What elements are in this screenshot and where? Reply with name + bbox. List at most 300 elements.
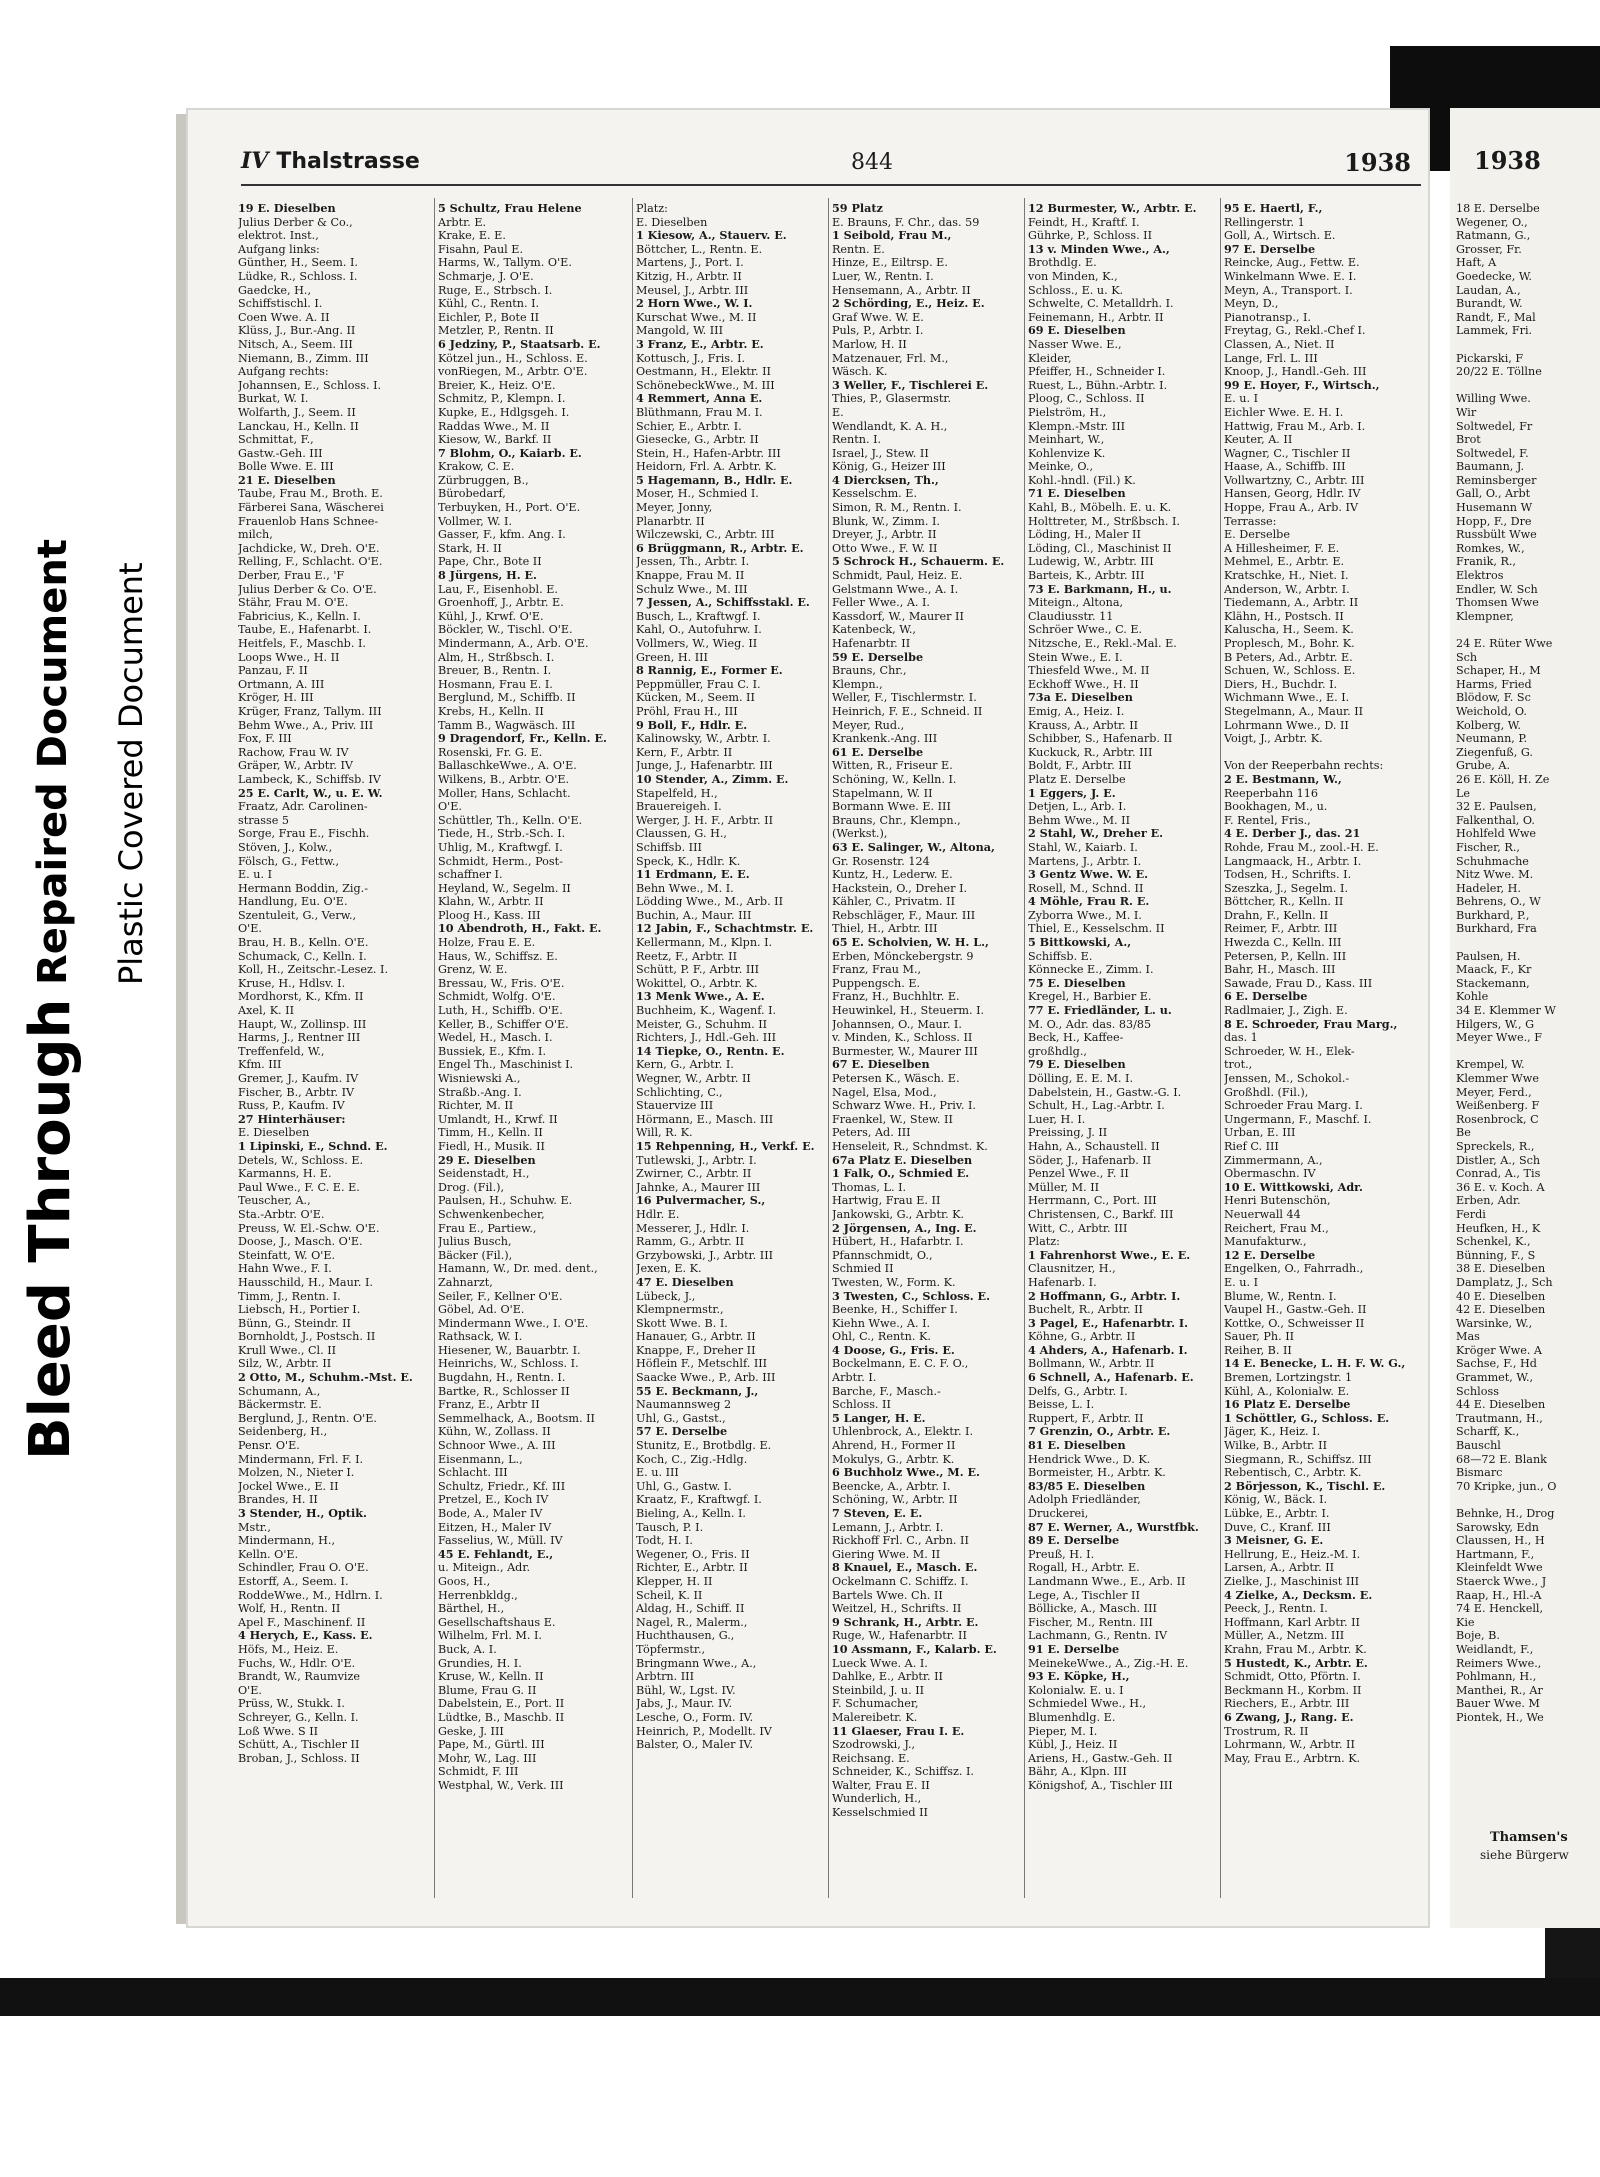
facing-entry: Kohle (1456, 990, 1489, 1004)
directory-entry: Doose, J., Masch. O'E. (238, 1235, 363, 1249)
directory-entry: Otto Wwe., F. W. II (832, 541, 938, 555)
facing-footer-note: siehe Bürgerw (1480, 1848, 1569, 1862)
directory-entry: Wilhelm, Frl. M. I. (438, 1629, 542, 1643)
directory-entry: 67 E. Dieselben (832, 1058, 930, 1072)
year-label: 1938 (1344, 148, 1411, 177)
directory-entry: Schroeder Frau Marg. I. (1224, 1099, 1363, 1113)
directory-entry: Ruge, E., Strbsch. I. (438, 283, 553, 297)
directory-entry: Engelken, O., Fahrradh., (1224, 1262, 1364, 1276)
directory-entry: Grundies, H. I. (438, 1656, 522, 1670)
directory-entry: Karmanns, H. E. (238, 1167, 332, 1181)
directory-entry: Jessen, Th., Arbtr. I. (636, 555, 750, 569)
directory-entry: Wendlandt, K. A. H., (832, 419, 948, 433)
directory-entry: Zimmermann, A., (1224, 1153, 1323, 1167)
directory-entry: Peeck, J., Rentn. I. (1224, 1602, 1328, 1616)
directory-entry: Reichert, Frau M., (1224, 1221, 1329, 1235)
directory-entry: Klüss, J., Bur.-Ang. II (238, 324, 356, 338)
directory-entry: Fox, F. III (238, 732, 292, 746)
directory-entry: Witten, R., Friseur E. (832, 759, 953, 773)
directory-entry: Schwarz Wwe. H., Priv. I. (832, 1099, 976, 1113)
directory-entry: Obermaschn. IV (1224, 1167, 1316, 1181)
directory-entry: Schwelte, C. Metalldrh. I. (1028, 297, 1174, 311)
directory-entry: Marlow, H. II (832, 337, 907, 351)
directory-entry: Kiesow, W., Barkf. II (438, 433, 552, 447)
directory-entry: Jockel Wwe., E. II (238, 1479, 339, 1493)
directory-entry: 16 Platz E. Derselbe (1224, 1398, 1351, 1412)
directory-entry: Wisniewski A., (438, 1072, 521, 1085)
directory-entry: 4 Möhle, Frau R. E. (1028, 895, 1150, 909)
directory-entry: Feinemann, H., Arbtr. II (1028, 310, 1164, 324)
facing-entry: Meyer Wwe., F (1456, 1031, 1543, 1045)
directory-entry: Emig, A., Heiz. I. (1028, 704, 1125, 718)
directory-entry: Kühl, J., Krwf. O'E. (438, 609, 544, 623)
directory-entry: Diers, H., Buchdr. I. (1224, 677, 1338, 691)
directory-entry: Bode, A., Maler IV (438, 1507, 543, 1520)
directory-entry: Fiedl, H., Musik. II (438, 1139, 545, 1153)
directory-entry: Nasser Wwe. E., (1028, 337, 1122, 351)
directory-entry: Kuckuck, R., Arbtr. III (1028, 745, 1153, 759)
directory-entry: Beencke, A., Arbtr. I. (832, 1479, 951, 1493)
directory-entry: 5 Hustedt, K., Arbtr. E. (1224, 1656, 1368, 1670)
directory-entry: Schneider, K., Schiffsz. I. (832, 1765, 974, 1779)
directory-entry: Bockelmann, E. C. F. O., (832, 1357, 969, 1371)
directory-entry: Will, R. K. (636, 1126, 693, 1140)
directory-entry: Bormann Wwe. E. III (832, 800, 951, 814)
directory-entry: Pensr. O'E. (238, 1439, 300, 1453)
directory-entry: u. Miteign., Adr. (438, 1561, 530, 1575)
facing-entry: Weidlandt, F., (1456, 1642, 1534, 1656)
facing-entry: Trautmann, H., (1456, 1411, 1543, 1425)
directory-entry: 10 Stender, A., Zimm. E. (636, 772, 789, 786)
directory-entry: Bahr, H., Masch. III (1224, 963, 1336, 977)
directory-entry: Groenhoff, J., Arbtr. E. (438, 596, 564, 610)
directory-entry: Sauer, Ph. II (1224, 1330, 1295, 1344)
directory-entry: Klempnermstr., (636, 1303, 724, 1317)
facing-entry: Damplatz, J., Sch (1456, 1275, 1553, 1289)
directory-entry: Rachow, Frau W. IV (238, 745, 349, 759)
directory-entry: Löding, H., Maler II (1028, 528, 1141, 542)
directory-entry: Luer, H. I. (1028, 1112, 1086, 1126)
directory-entry: Drog. (Fil.), (438, 1180, 505, 1194)
facing-entry: Erben, Adr. (1456, 1194, 1521, 1208)
directory-entry: Lübeck, J., (636, 1289, 696, 1303)
directory-entry: Gesellschaftshaus E. (438, 1615, 556, 1629)
facing-entry: Franik, R., (1456, 555, 1516, 569)
facing-entry: Neumann, P. (1456, 732, 1528, 746)
directory-entry: 59 Platz (832, 202, 883, 215)
directory-entry: Landmann Wwe., E., Arb. II (1028, 1574, 1186, 1588)
directory-entry: 2 Hoffmann, G., Arbtr. I. (1028, 1289, 1181, 1303)
column-rule (1024, 198, 1025, 1898)
facing-entry: 36 E. v. Koch. A (1456, 1180, 1545, 1194)
directory-entry: Taube, Frau M., Broth. E. (238, 487, 383, 501)
directory-entry: Schmidt, F. III (438, 1765, 519, 1779)
directory-entry: Lüdke, R., Schloss. I. (238, 269, 358, 283)
directory-entry: Miteign., Altona, (1028, 596, 1124, 610)
directory-entry: Koch, C., Zig.-Hdlg. (636, 1452, 748, 1466)
directory-entry: 12 Jabin, F., Schachtmstr. E. (636, 922, 814, 936)
facing-page (1450, 108, 1600, 1928)
directory-entry: Brauns, Chr., (832, 664, 907, 678)
directory-entry: Vollmers, W., Wieg. II (636, 637, 758, 650)
facing-entry: Schloss (1456, 1384, 1499, 1398)
facing-entry: Meyer, Ferd., (1456, 1085, 1532, 1099)
directory-entry: Hattwig, Frau M., Arb. I. (1224, 419, 1366, 433)
directory-entry: 10 Abendroth, H., Fakt. E. (438, 922, 602, 936)
facing-entry: Reminsberger (1456, 473, 1537, 487)
directory-entry: Pape, Chr., Bote II (438, 555, 542, 569)
directory-entry: Ungermann, F., Maschf. I. (1224, 1112, 1372, 1126)
directory-entry: 9 Boll, F., Hdlr. E. (636, 718, 748, 732)
directory-entry: Julius Busch, (438, 1235, 512, 1249)
directory-entry: Aufgang rechts: (238, 365, 329, 379)
directory-entry (1224, 746, 1416, 760)
facing-entry: Blödow, F. Sc (1456, 691, 1531, 705)
directory-entry: Meyer, Jonny, (636, 501, 713, 515)
directory-entry: Riechers, E., Arbtr. III (1224, 1697, 1350, 1711)
directory-entry: Pfeiffer, H., Schneider I. (1028, 365, 1166, 379)
directory-entry: Delfs, G., Arbtr. I. (1028, 1384, 1128, 1398)
directory-entry: Meinhart, W., (1028, 433, 1105, 447)
directory-entry: von Minden, K., (1028, 269, 1118, 283)
directory-entry: Grzybowski, J., Arbtr. III (636, 1248, 774, 1262)
directory-entry: Buchin, A., Maur. III (636, 908, 752, 922)
directory-entry: Schuen, W., Schloss. E. (1224, 664, 1356, 678)
directory-entry: Walter, Frau E. II (832, 1778, 930, 1792)
directory-entry: Schwenkenbecher, (438, 1207, 545, 1221)
directory-column-3 (636, 202, 828, 1752)
directory-entry: Bünn, G., Steindr. II (238, 1316, 351, 1330)
directory-entry: Stark, H. II (438, 541, 502, 555)
directory-entry: Stegelmann, A., Maur. II (1224, 704, 1364, 718)
directory-entry: E. Derselbe (1224, 528, 1290, 542)
directory-entry: Zyborra Wwe., M. I. (1028, 908, 1142, 922)
directory-entry: 21 E. Dieselben (238, 473, 336, 487)
directory-entry: Werger, J. H. F., Arbtr. II (636, 813, 774, 827)
directory-entry: Tutlewski, J., Arbtr. I. (636, 1153, 757, 1167)
facing-entry (1456, 936, 1600, 950)
directory-entry: Busch, L., Kraftwgf. I. (636, 609, 761, 623)
facing-entry: Falkenthal, O. (1456, 813, 1535, 827)
directory-entry: Schmiedel Wwe., H., (1028, 1697, 1147, 1711)
directory-entry: Kohl.-hndl. (Fil.) K. (1028, 473, 1136, 487)
directory-entry: Kleider, (1028, 351, 1072, 365)
directory-entry: Hahn, A., Schaustell. II (1028, 1139, 1160, 1153)
directory-entry: Harms, J., Rentner III (238, 1031, 361, 1045)
directory-entry: 7 Jessen, A., Schiffsstakl. E. (636, 596, 810, 610)
facing-entry: Piontek, H., We (1456, 1710, 1544, 1724)
directory-entry: Buchelt, R., Arbtr. II (1028, 1303, 1143, 1317)
facing-entry: Hartmann, F., (1456, 1547, 1535, 1561)
directory-entry: Sta.-Arbtr. O'E. (238, 1207, 325, 1221)
directory-entry: Müller, M. II (1028, 1180, 1100, 1194)
directory-entry: 45 E. Fehlandt, E., (438, 1547, 554, 1561)
directory-entry: Schröer Wwe., C. E. (1028, 623, 1143, 637)
directory-entry: E. u. III (636, 1466, 679, 1480)
directory-column-2 (438, 202, 630, 1792)
directory-entry: Zwirner, C., Arbtr. II (636, 1167, 752, 1181)
directory-entry: Graf Wwe. W. E. (832, 310, 924, 324)
directory-entry: Dölling, E. E. M. I. (1028, 1072, 1134, 1085)
directory-entry: Voigt, J., Arbtr. K. (1224, 732, 1323, 746)
directory-entry: Schumann, A., (238, 1384, 321, 1398)
directory-entry: Broban, J., Schloss. II (238, 1751, 360, 1765)
directory-entry: Nitsch, A., Seem. III (238, 337, 353, 351)
bleed-through-label: Bleed Through (18, 998, 83, 1460)
directory-entry: Fischer, M., Rentn. III (1028, 1615, 1153, 1629)
directory-entry: Eckhoff Wwe., H. II (1028, 677, 1139, 691)
directory-entry: 7 Steven, E. E. (832, 1507, 923, 1520)
facing-entry: Ziegenfuß, G. (1456, 745, 1533, 759)
directory-entry: Feller Wwe., A. I. (832, 596, 930, 610)
directory-entry: M. O., Adr. das. 83/85 (1028, 1017, 1152, 1031)
directory-entry: 13 Menk Wwe., A. E. (636, 990, 765, 1004)
directory-entry: May, Frau E., Arbtrn. K. (1224, 1751, 1361, 1765)
directory-entry: Lege, A., Tischler II (1028, 1588, 1140, 1602)
directory-entry: Freytag, G., Rekl.-Chef I. (1224, 324, 1366, 338)
directory-entry: (Werkst.), (832, 827, 888, 841)
directory-entry: Klähn, H., Postsch. II (1224, 609, 1344, 623)
directory-entry: Kupke, E., Hdlgsgeh. I. (438, 405, 570, 419)
directory-entry: Rathsack, W. I. (438, 1330, 523, 1344)
directory-entry: Bringmann Wwe., A., (636, 1656, 757, 1670)
directory-entry: 59 E. Derselbe (832, 650, 924, 664)
directory-entry: Lübke, E., Arbtr. I. (1224, 1507, 1330, 1520)
directory-entry: Kübl, J., Heiz. II (1028, 1738, 1118, 1752)
facing-entry: Pickarski, F (1456, 351, 1524, 365)
directory-entry: B Peters, Ad., Arbtr. E. (1224, 650, 1353, 664)
directory-entry: Malereibetr. K. (832, 1710, 918, 1724)
directory-entry: Tausch, P. I. (636, 1520, 704, 1534)
directory-entry: Kohlenvize K. (1028, 446, 1106, 460)
directory-entry: Peters, Ad. III (832, 1126, 911, 1140)
directory-entry: Rohde, Frau M., zool.-H. E. (1224, 840, 1379, 854)
directory-entry: Schmidt, Paul, Heiz. E. (832, 569, 963, 583)
directory-entry: Giering Wwe. M. II (832, 1547, 941, 1561)
directory-entry: Seidenstadt, H., (438, 1167, 530, 1181)
facing-entry: Bauschl (1456, 1439, 1501, 1453)
directory-entry: 65 E. Scholvien, W. H. L., (832, 936, 989, 950)
facing-entry: Weichold, O. (1456, 704, 1527, 718)
directory-entry: Knappe, F., Dreher II (636, 1343, 756, 1357)
directory-entry: 71 E. Dieselben (1028, 487, 1126, 501)
directory-entry: Urban, E. III (1224, 1126, 1296, 1140)
directory-entry: Mehmel, E., Arbtr. E. (1224, 555, 1345, 569)
directory-entry: Schmittat, F., (238, 433, 314, 447)
directory-entry: Göbel, Ad. O'E. (438, 1303, 525, 1317)
directory-entry: Bähr, A., Klpn. III (1028, 1765, 1127, 1779)
directory-entry: Fuchs, W., Hdlr. O'E. (238, 1656, 356, 1670)
directory-entry: 5 Schultz, Frau Helene (438, 202, 582, 215)
directory-entry: 81 E. Dieselben (1028, 1439, 1126, 1453)
facing-year: 1938 (1474, 146, 1541, 175)
directory-entry: Dabelstein, E., Port. II (438, 1697, 565, 1711)
directory-entry: 6 Jedziny, P., Staatsarb. E. (438, 337, 601, 351)
facing-entry: Grammet, W., (1456, 1371, 1534, 1385)
directory-entry: Ruest, L., Bühn.-Arbtr. I. (1028, 378, 1168, 392)
directory-entry: Böllicke, A., Masch. III (1028, 1602, 1157, 1616)
directory-entry: Löding, Cl., Maschinist II (1028, 541, 1172, 555)
directory-entry: Luth, H., Schiffb. O'E. (438, 1004, 563, 1018)
directory-entry: Kelln. O'E. (238, 1547, 299, 1561)
facing-entry: 24 E. Rüter Wwe (1456, 637, 1553, 650)
directory-entry: F. Rentel, Fris., (1224, 813, 1311, 827)
directory-entry: Luer, W., Rentn. I. (832, 269, 934, 283)
directory-entry: Schier, E., Arbtr. I. (636, 419, 742, 433)
facing-footer: Thamsen's (1490, 1830, 1568, 1845)
directory-entry: Fraenkel, W., Stew. II (832, 1112, 953, 1126)
directory-entry: Höfs, M., Heiz. E. (238, 1642, 339, 1656)
facing-entry: Distler, A., Sch (1456, 1153, 1541, 1167)
directory-entry: Reincke, Aug., Fettw. E. (1224, 256, 1360, 270)
directory-entry: Jexen, E. K. (636, 1262, 702, 1276)
directory-entry: Gelstmann Wwe., A. I. (832, 582, 959, 596)
directory-entry: 5 Bittkowski, A., (1028, 936, 1132, 950)
column-rule (632, 198, 633, 1898)
directory-entry: Gasser, F., kfm. Ang. I. (438, 528, 566, 542)
directory-entry: 3 Gentz Wwe. W. E. (1028, 868, 1149, 882)
directory-entry: Wäsch. K. (832, 365, 888, 379)
facing-entry: Schaper, H., M (1456, 664, 1541, 678)
directory-entry: Kurschat Wwe., M. II (636, 310, 757, 324)
directory-entry: Stein Wwe., E. I. (1028, 650, 1123, 664)
directory-entry: Blumenhdlg. E. (1028, 1710, 1116, 1724)
directory-entry: Schiffsb. III (636, 840, 702, 854)
directory-entry: Ockelmann C. Schiffz. I. (832, 1574, 969, 1588)
directory-entry: Frau E., Partiew., (438, 1221, 537, 1235)
directory-entry: Naumannsweg 2 (636, 1398, 732, 1412)
directory-entry: Todt, H. I. (636, 1534, 693, 1548)
directory-entry: Klempn., (832, 677, 883, 691)
directory-entry: Schmidt, Herm., Post- (438, 854, 563, 868)
directory-entry: Christensen, C., Barkf. III (1028, 1207, 1174, 1221)
directory-entry: Peppmüller, Frau C. I. (636, 677, 761, 691)
directory-entry: Witt, C., Arbtr. III (1028, 1221, 1128, 1235)
directory-entry: 9 Schrank, H., Arbtr. E. (832, 1615, 979, 1629)
directory-entry: Wunderlich, H., (832, 1792, 922, 1806)
directory-entry: Herrmann, C., Port. III (1028, 1194, 1157, 1208)
facing-entry: Bismarc (1456, 1466, 1503, 1480)
directory-entry: Harms, W., Tallym. O'E. (438, 256, 572, 270)
facing-entry: Staerck Wwe., J (1456, 1574, 1547, 1588)
facing-entry: Bünning, F., S (1456, 1248, 1536, 1262)
directory-entry: Dabelstein, H., Gastw.-G. I. (1028, 1085, 1182, 1099)
directory-entry: Terbuyken, H., Port. O'E. (438, 501, 581, 515)
directory-entry: Eichler, P., Bote II (438, 310, 540, 324)
directory-entry: Krüger, Franz, Tallym. III (238, 704, 382, 718)
directory-entry: Tiedemann, A., Arbtr. II (1224, 596, 1359, 610)
directory-entry: 89 E. Derselbe (1028, 1534, 1120, 1548)
directory-entry: 2 Jörgensen, A., Ing. E. (832, 1221, 977, 1235)
directory-entry: Goll, A., Wirtsch. E. (1224, 229, 1336, 243)
facing-entry: Paulsen, H. (1456, 949, 1521, 963)
directory-entry: 12 E. Derselbe (1224, 1248, 1316, 1262)
directory-entry: Uhl, G., Gastw. I. (636, 1479, 732, 1493)
directory-entry: Derber, Frau E., 'F (238, 569, 345, 583)
scan-bottom-band (0, 1978, 1600, 2016)
directory-entry: Klempn.-Mstr. III (1028, 419, 1126, 433)
directory-entry: Johannsen, O., Maur. I. (832, 1017, 962, 1031)
directory-entry: Eisenmann, L., (438, 1452, 523, 1466)
facing-entry: Fischer, R., (1456, 840, 1520, 854)
directory-entry: Schloss. II (832, 1398, 891, 1412)
directory-entry: Eitzen, H., Maler IV (438, 1520, 552, 1534)
directory-entry: Schumack, C., Kelln. I. (238, 949, 367, 963)
directory-entry: Holze, Frau E. E. (438, 936, 536, 950)
directory-entry: Grenz, W. E. (438, 963, 508, 977)
directory-entry: Reeperbahn 116 (1224, 786, 1318, 800)
directory-entry: Henseleit, R., Schndmst. K. (832, 1139, 988, 1153)
facing-entry: Boje, B. (1456, 1629, 1500, 1643)
directory-entry: Bieling, A., Kelln. I. (636, 1507, 746, 1520)
directory-entry: Pröhl, Frau H., III (636, 704, 738, 718)
directory-entry: Bühl, W., Lgst. IV. (636, 1683, 736, 1697)
directory-entry: Johannsen, E., Schloss. I. (238, 378, 382, 392)
directory-entry: Kühl, A., Kolonialw. E. (1224, 1384, 1350, 1398)
directory-entry: Söder, J., Hafenarb. II (1028, 1153, 1152, 1167)
directory-entry: RoddeWwe., M., Hdlrn. I. (238, 1588, 383, 1602)
directory-entry: Zahnarzt, (438, 1275, 493, 1289)
directory-entry: Clausnitzer, H., (1028, 1262, 1116, 1276)
volume-number: IV (241, 148, 269, 174)
facing-entry: Spreckels, R., (1456, 1139, 1535, 1153)
directory-entry: Breuer, B., Rentn. I. (438, 664, 552, 678)
directory-entry: Günther, H., Seem. I. (238, 256, 358, 270)
directory-entry: Goos, H., (438, 1574, 491, 1588)
directory-entry: Mordhorst, K., Kfm. II (238, 990, 364, 1004)
directory-entry: 4 E. Derber J., das. 21 (1224, 827, 1361, 841)
directory-entry: Behn Wwe., M. I. (636, 881, 734, 895)
directory-entry: A Hillesheimer, F. E. (1224, 541, 1340, 555)
directory-entry: Handlung, Eu. O'E. (238, 895, 348, 909)
facing-entry: Stackemann, (1456, 976, 1530, 990)
directory-entry: 61 E. Derselbe (832, 745, 924, 759)
directory-entry: 47 E. Dieselben (636, 1275, 734, 1289)
directory-entry: Kuntz, H., Lederw. E. (832, 868, 953, 882)
directory-entry: Simon, R. M., Rentn. I. (832, 501, 962, 515)
facing-entry: Russbült Wwe (1456, 528, 1537, 542)
directory-entry: Hensemann, A., Arbtr. II (832, 283, 971, 297)
directory-entry: Wichmann Wwe., E. I. (1224, 691, 1350, 705)
directory-entry: Hansen, Georg, Hdlr. IV (1224, 487, 1361, 501)
directory-entry: Paulsen, H., Schuhw. E. (438, 1194, 573, 1208)
directory-entry: MeinekeWwe., A., Zig.-H. E. (1028, 1656, 1189, 1670)
directory-entry: 99 E. Hoyer, F., Wirtsch., (1224, 378, 1380, 392)
directory-entry: Bäcker (Fil.), (438, 1248, 513, 1262)
facing-entry: Rosenbrock, C (1456, 1112, 1539, 1126)
directory-entry: Molzen, N., Nieter I. (238, 1466, 355, 1480)
directory-entry: 1 Eggers, J. E. (1028, 786, 1116, 800)
directory-entry: Schmidt, Otto, Pförtn. I. (1224, 1670, 1361, 1684)
directory-entry: Hamann, W., Dr. med. dent., (438, 1262, 598, 1276)
directory-entry: Kühn, W., Zollass. II (438, 1425, 551, 1439)
directory-entry: Wilkens, B., Arbtr. O'E. (438, 772, 570, 786)
facing-entry: Klemmer Wwe (1456, 1072, 1539, 1085)
directory-entry: Höflein F., Metschlf. III (636, 1357, 768, 1371)
directory-entry: Hübert, H., Hafarbtr. I. (832, 1235, 964, 1249)
directory-entry: Stähr, Frau M. O'E. (238, 596, 349, 610)
directory-entry: 1 Kiesow, A., Stauerv. E. (636, 229, 787, 243)
directory-entry: Schulz Wwe., M. III (636, 582, 748, 596)
directory-entry: 79 E. Dieselben (1028, 1058, 1126, 1072)
directory-entry: Sorge, Frau E., Fischh. (238, 827, 370, 841)
directory-entry: Weller, F., Tischlermstr. I. (832, 691, 977, 705)
directory-entry: Niemann, B., Zimm. III (238, 351, 369, 365)
directory-entry: Timm, H., Kelln. II (438, 1126, 543, 1140)
directory-entry: Pfannschmidt, O., (832, 1248, 933, 1262)
directory-entry: Rebentisch, C., Arbtr. K. (1224, 1466, 1362, 1480)
directory-entry: Arbtrn. III (636, 1670, 695, 1684)
